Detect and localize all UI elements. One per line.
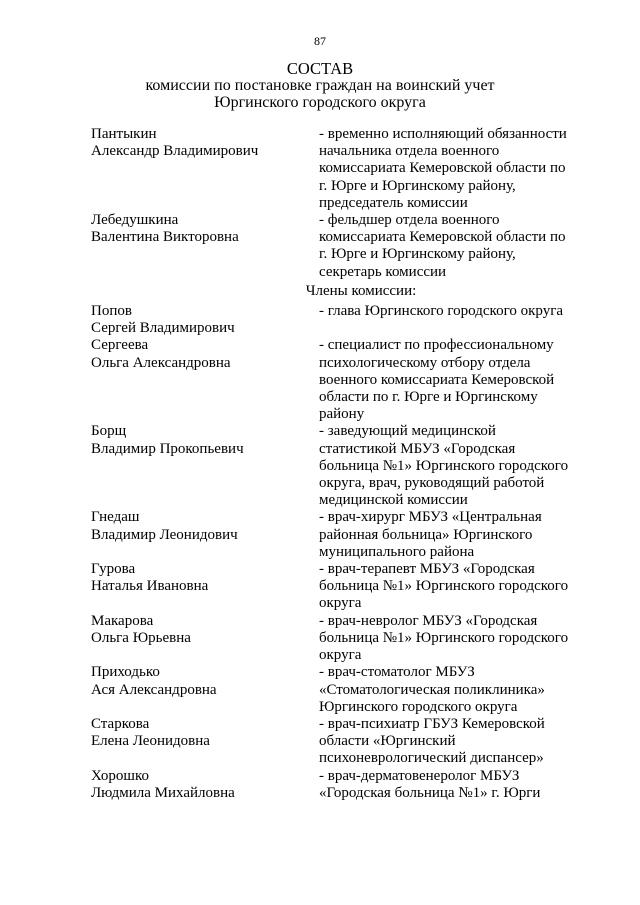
member-given-names: Сергей Владимирович xyxy=(91,320,235,337)
member-role-line: области по г. Юрге и Юргинскому xyxy=(319,389,538,406)
member-given-names: Владимир Прокопьевич xyxy=(91,440,244,457)
member-surname: Лебедушкина xyxy=(91,212,179,229)
member-role-line: «Городская больница №1» г. Юрги xyxy=(319,784,541,801)
member-role-line: больница №1» Юргинского городского xyxy=(319,629,569,646)
member-role-line: муниципального района xyxy=(319,543,475,560)
member-role xyxy=(319,423,581,509)
member-surname: Макарова xyxy=(91,612,154,629)
member-role xyxy=(319,664,581,716)
member-surname: Гнедаш xyxy=(91,509,140,526)
member-role xyxy=(319,303,581,337)
members-heading: Члены комиссии: xyxy=(305,282,417,299)
member-role xyxy=(319,212,581,281)
member-role-line: больница №1» Юргинского городского xyxy=(319,457,569,474)
member-entry xyxy=(91,664,591,716)
member-role-line: больница №1» Юргинского городского xyxy=(319,578,569,595)
member-role-line: - врач-дерматовенеролог МБУЗ xyxy=(319,767,520,784)
member-given-names: Людмила Михайловна xyxy=(91,784,235,801)
member-entry xyxy=(91,509,591,561)
member-role-line: комиссариата Кемеровской области по xyxy=(319,229,566,246)
member-name xyxy=(91,126,319,212)
member-role-line: - временно исполняющий обязанности xyxy=(319,126,567,142)
member-role-line: статистикой МБУЗ «Городская xyxy=(319,440,516,457)
member-surname: Приходько xyxy=(91,664,160,681)
member-role-line: военного комиссариата Кемеровской xyxy=(319,371,555,388)
member-role-line: округа, врач, руководящий работой xyxy=(319,475,545,492)
member-role xyxy=(319,561,581,613)
member-surname: Борщ xyxy=(91,423,127,440)
member-role-line: секретарь комиссии xyxy=(319,263,447,280)
member-given-names: Ольга Александровна xyxy=(91,354,231,371)
member-role-line: - врач-психиатр ГБУЗ Кемеровской xyxy=(319,715,545,732)
member-role xyxy=(319,768,581,802)
member-name xyxy=(91,337,319,423)
member-role-line: комиссариата Кемеровской области по xyxy=(319,160,566,177)
member-role-line: председатель комиссии xyxy=(319,194,468,211)
member-given-names: Ася Александровна xyxy=(91,681,217,698)
member-entry xyxy=(91,212,591,281)
member-role-line: району xyxy=(319,406,365,423)
member-surname: Хорошко xyxy=(91,767,149,784)
member-name xyxy=(91,509,319,561)
member-name xyxy=(91,716,319,768)
member-role-line: - врач-стоматолог МБУЗ xyxy=(319,664,475,681)
commission-list xyxy=(91,126,591,802)
member-role-line: г. Юрге и Юргинскому району, xyxy=(319,246,516,263)
document-subtitle-line-1: комиссии по постановке граждан на воинский учет xyxy=(145,77,495,94)
member-entry xyxy=(91,768,591,802)
member-role-line: - врач-невролог МБУЗ «Городская xyxy=(319,612,538,629)
member-role-line: - фельдшер отдела военного xyxy=(319,212,500,229)
member-role-line: психологическому отбору отдела xyxy=(319,354,531,371)
member-role-line: Юргинского городского округа xyxy=(319,698,518,715)
member-name xyxy=(91,613,319,665)
member-role-line: области «Юргинский xyxy=(319,733,456,750)
document-heading xyxy=(0,60,640,111)
document-subtitle-line-2: Юргинского городского округа xyxy=(214,94,426,111)
member-role-line: округа xyxy=(319,595,362,612)
member-role-line: «Стоматологическая поликлиника» xyxy=(319,681,545,698)
member-name xyxy=(91,303,319,337)
member-given-names: Елена Леонидовна xyxy=(91,733,210,750)
member-role-line: г. Юрге и Юргинскому району, xyxy=(319,177,516,194)
member-name xyxy=(91,768,319,802)
member-role-line: медицинской комиссии xyxy=(319,492,468,509)
member-name xyxy=(91,423,319,509)
member-surname: Пантыкин xyxy=(91,126,157,142)
member-name xyxy=(91,664,319,716)
member-given-names: Ольга Юрьевна xyxy=(91,629,191,646)
member-entry xyxy=(91,126,591,212)
chair-block xyxy=(91,126,591,281)
member-role xyxy=(319,126,581,212)
member-role xyxy=(319,613,581,665)
member-role-line: округа xyxy=(319,647,362,664)
member-entry xyxy=(91,423,591,509)
member-entry xyxy=(91,337,591,423)
member-given-names: Валентина Викторовна xyxy=(91,229,239,246)
member-given-names: Наталья Ивановна xyxy=(91,578,209,595)
member-role-line: - врач-терапевт МБУЗ «Городская xyxy=(319,561,535,578)
member-role xyxy=(319,509,581,561)
page-number: 87 xyxy=(314,34,326,48)
member-entry xyxy=(91,716,591,768)
member-role-line: - заведующий медицинской xyxy=(319,423,496,440)
members-block xyxy=(91,303,591,802)
document-title: СОСТАВ xyxy=(286,59,354,78)
member-given-names: Александр Владимирович xyxy=(91,143,259,160)
member-name xyxy=(91,212,319,281)
member-role-line: - врач-хирург МБУЗ «Центральная xyxy=(319,509,542,526)
member-name xyxy=(91,561,319,613)
member-entry xyxy=(91,561,591,613)
member-role-line: - специалист по профессиональному xyxy=(319,337,554,354)
member-role xyxy=(319,337,581,423)
member-surname: Попов xyxy=(91,303,132,320)
member-role-line: начальника отдела военного xyxy=(319,143,500,160)
member-surname: Сергеева xyxy=(91,337,149,354)
member-role xyxy=(319,716,581,768)
member-role-line: - глава Юргинского городского округа xyxy=(319,303,563,320)
member-surname: Старкова xyxy=(91,715,150,732)
member-given-names: Владимир Леонидович xyxy=(91,526,238,543)
member-surname: Гурова xyxy=(91,561,136,578)
member-role-line: районная больница» Юргинского xyxy=(319,526,533,543)
member-entry xyxy=(91,303,591,337)
member-role-line: психоневрологический диспансер» xyxy=(319,750,544,767)
member-entry xyxy=(91,613,591,665)
